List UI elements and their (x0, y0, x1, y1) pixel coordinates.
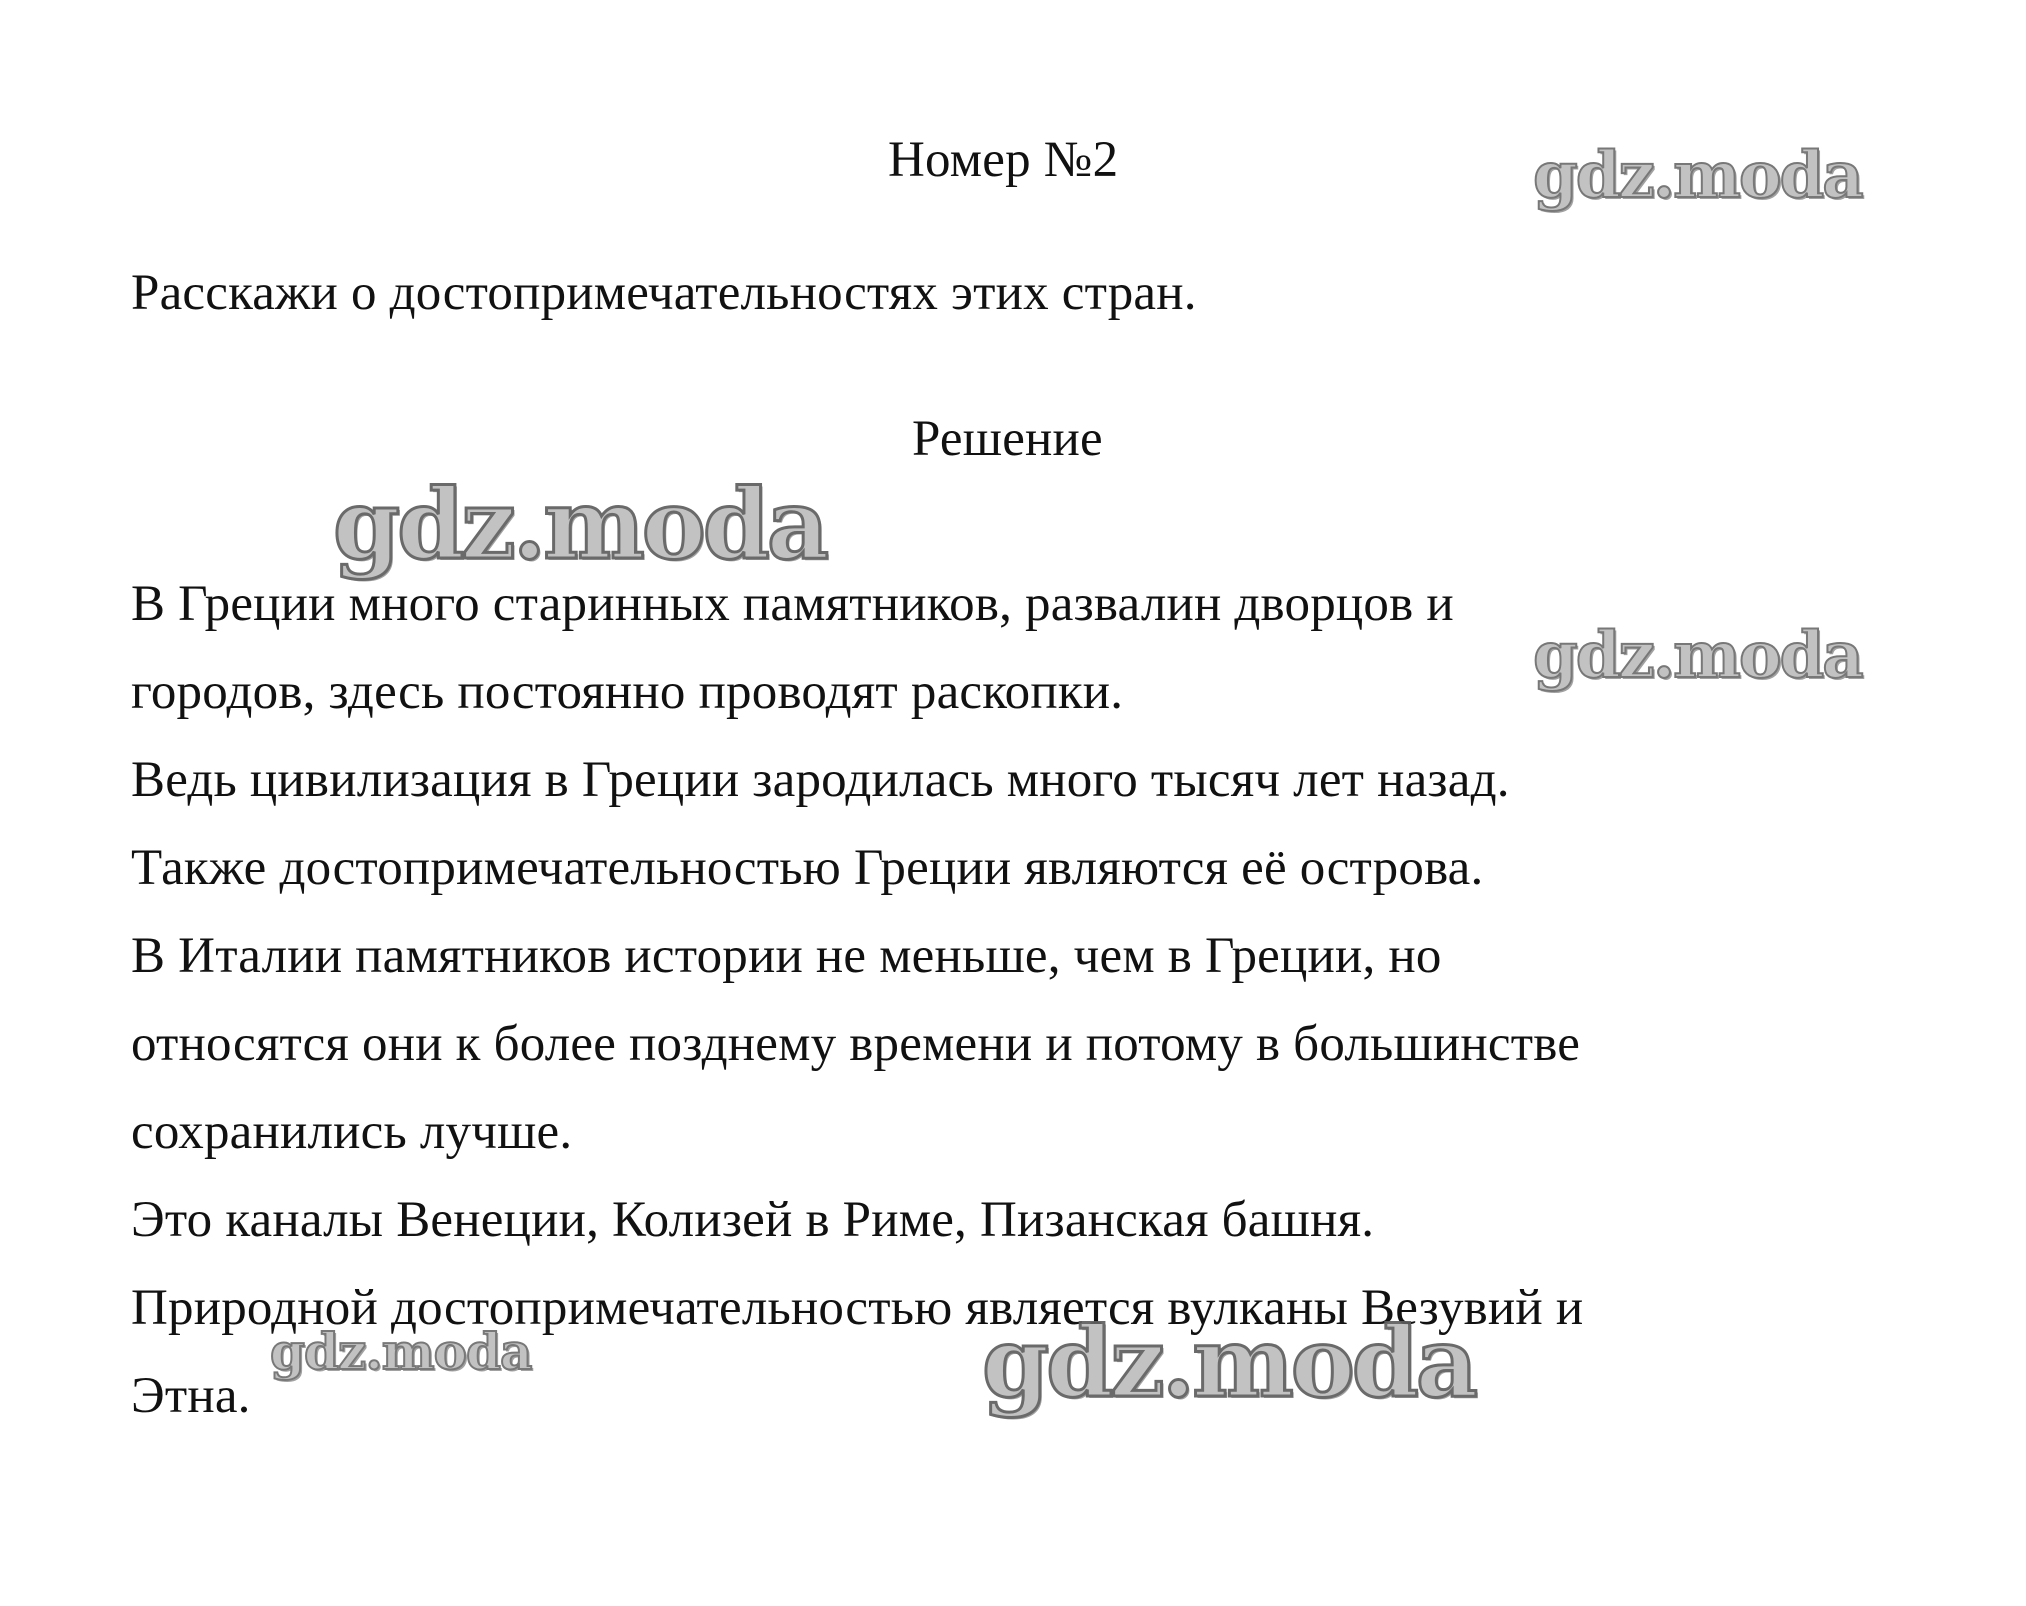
solution-line: Ведь цивилизация в Греции зародилась много тысяч лет назад. (131, 752, 1510, 808)
task-text: Расскажи о достопримечательностях этих стран. (131, 265, 1197, 321)
solution-heading: Решение (912, 411, 1103, 467)
watermark: gdz.moda (1533, 138, 1862, 213)
solution-line: В Греции много старинных памятников, развалин дворцов и (131, 576, 1454, 632)
solution-line: В Италии памятников истории не меньше, чем в Греции, но (131, 928, 1442, 984)
watermark: gdz.moda (982, 1306, 1476, 1419)
page-title: Номер №2 (888, 132, 1119, 188)
watermark: gdz.moda (333, 468, 827, 581)
solution-line: Это каналы Венеции, Колизей в Риме, Пизанская башня. (131, 1192, 1375, 1248)
watermark: gdz.moda (1533, 618, 1862, 693)
solution-line: относятся они к более позднему времени и потому в большинстве (131, 1016, 1581, 1072)
solution-line: городов, здесь постоянно проводят раскопки. (131, 664, 1124, 720)
solution-line: Природной достопримечательностью является вулканы Везувий и (131, 1280, 1584, 1336)
solution-line: Этна. (131, 1368, 251, 1424)
watermark: gdz.moda (270, 1322, 532, 1381)
solution-line: сохранились лучше. (131, 1104, 573, 1160)
solution-body (131, 560, 1583, 1440)
solution-line: Также достопримечательностью Греции являются её острова. (131, 840, 1484, 896)
